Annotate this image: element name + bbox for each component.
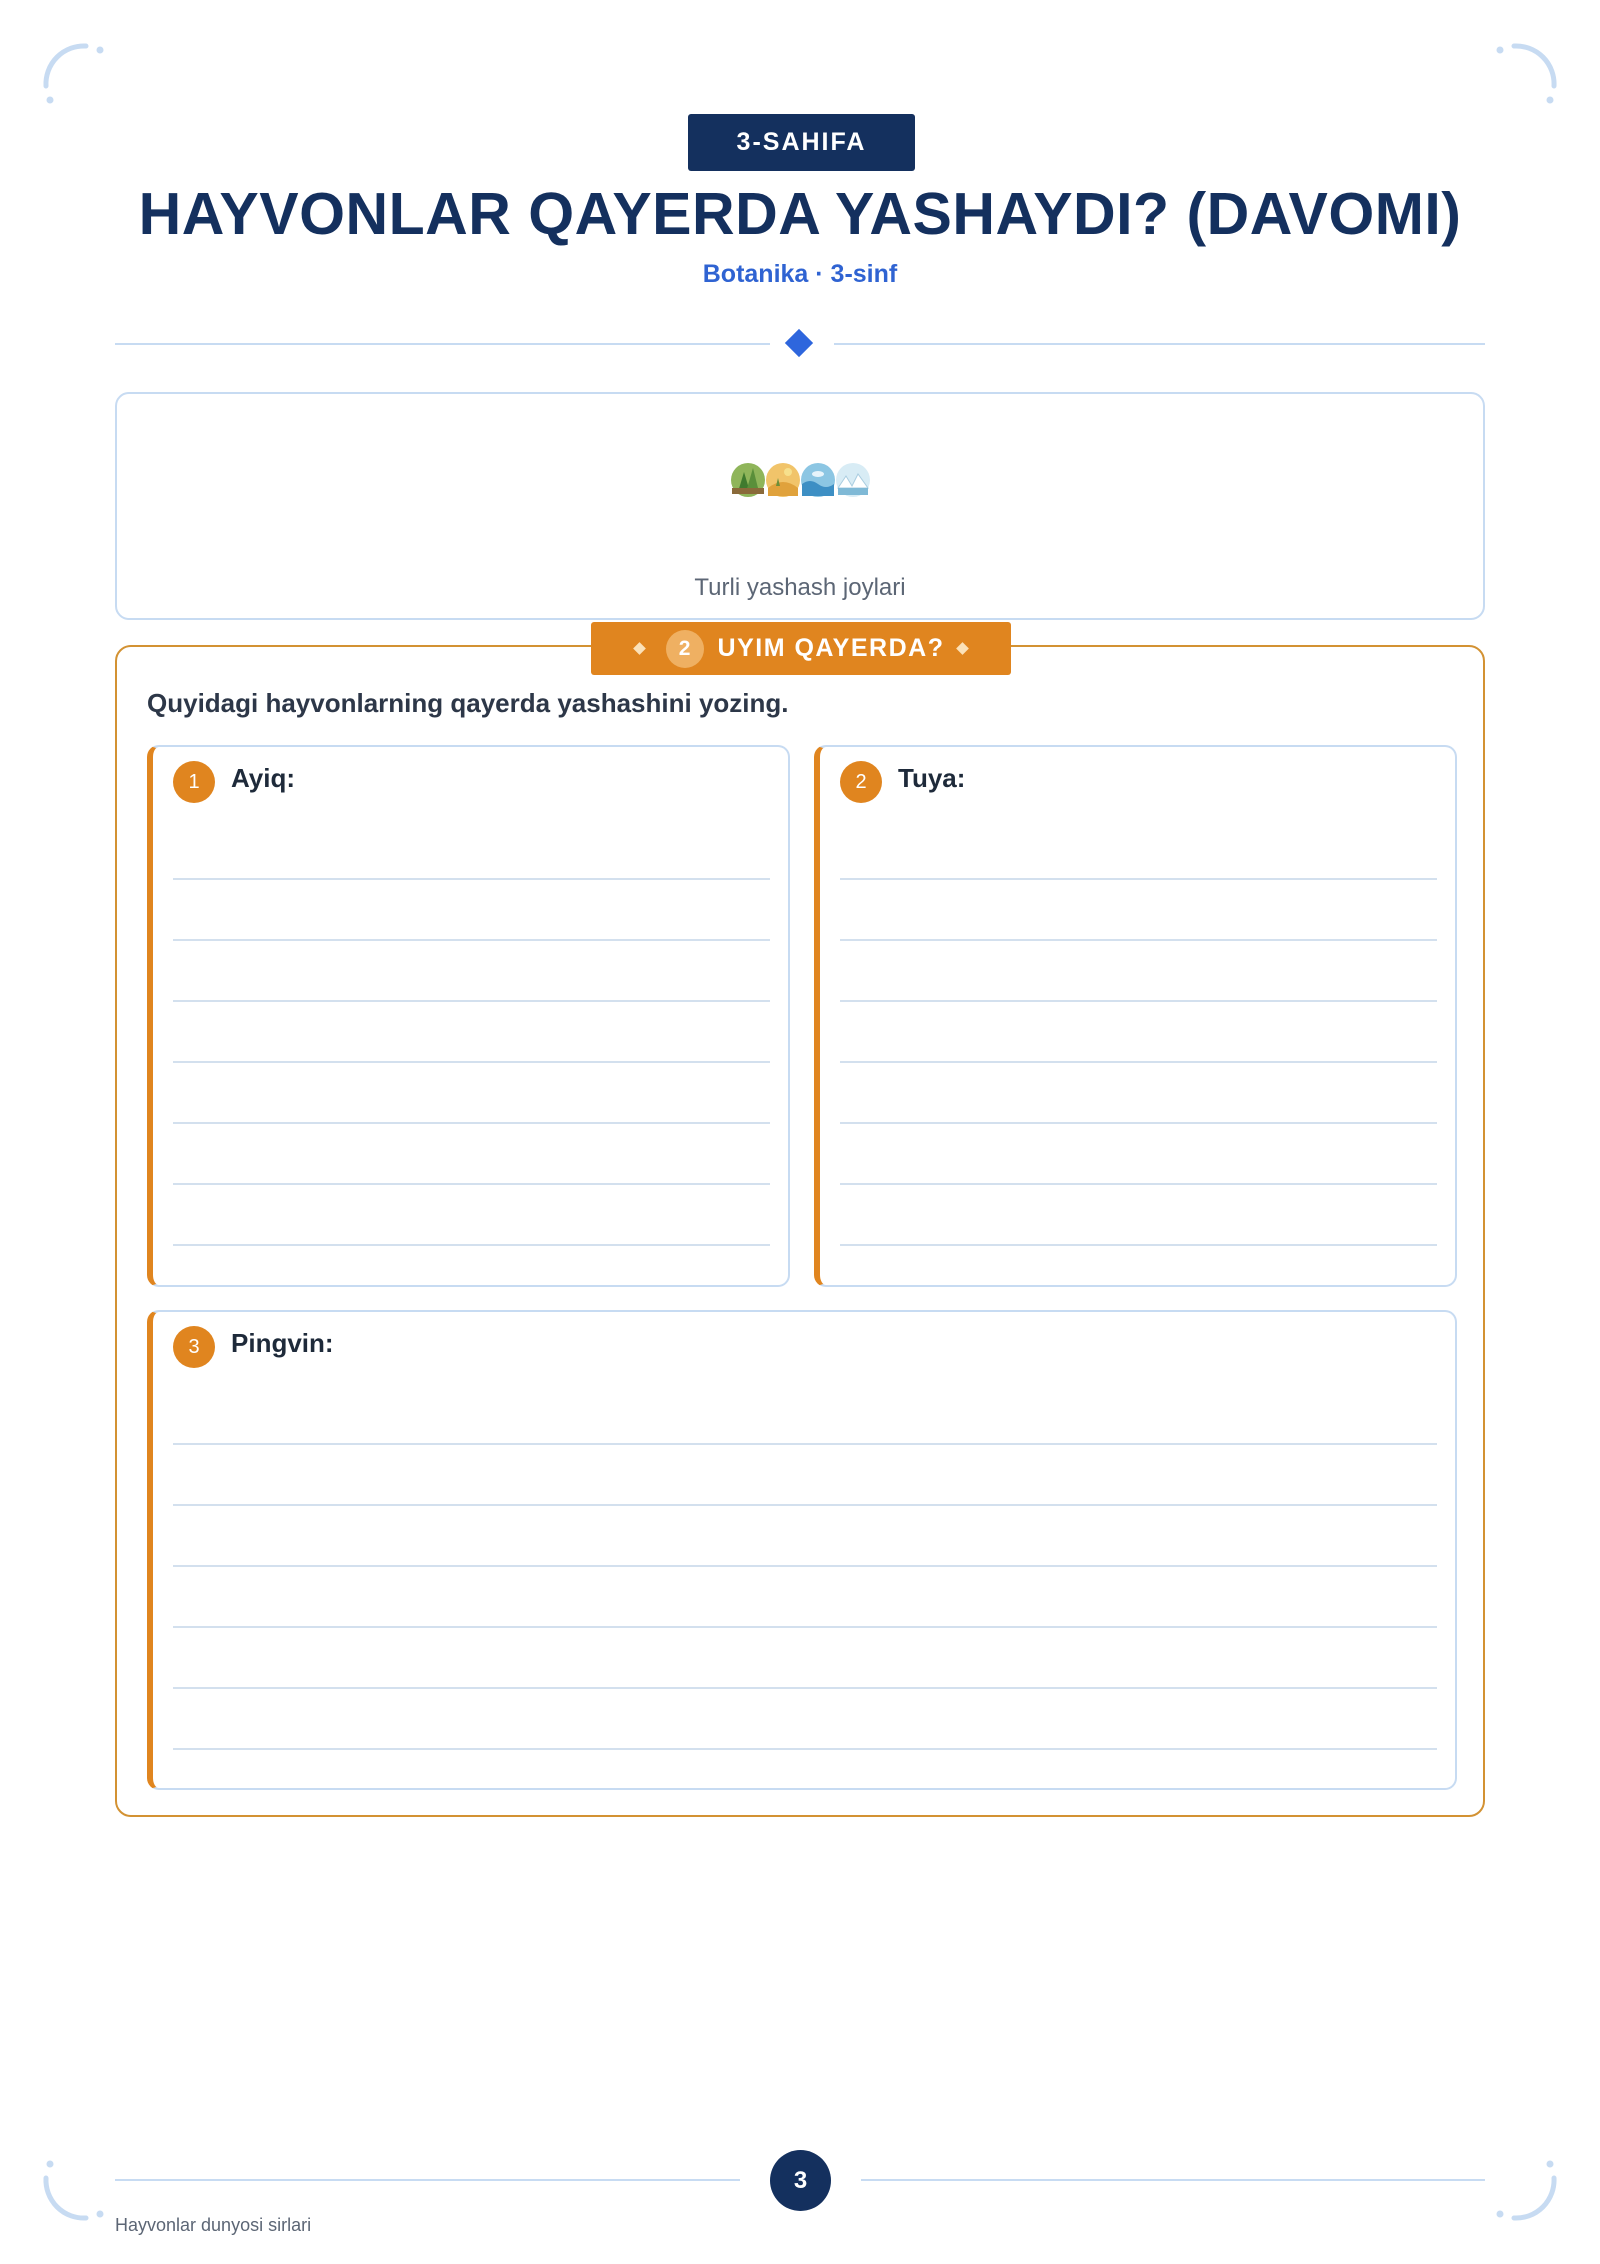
task-title: UYIM QAYERDA? <box>717 634 945 662</box>
page-badge: 3-SAHIFA <box>688 114 915 171</box>
question-label: Ayiq: <box>231 762 296 793</box>
corner-ornament-top-right <box>1484 36 1564 116</box>
answer-line[interactable] <box>173 1443 1437 1445</box>
question-card-pingvin <box>147 1310 1457 1790</box>
task-header-tab <box>591 622 1011 675</box>
illustration-caption: Turli yashash joylari <box>694 574 906 601</box>
answer-line[interactable] <box>840 878 1437 880</box>
footer-book-title: Hayvonlar dunyosi sirlari <box>115 2215 312 2235</box>
diamond-icon <box>633 642 646 655</box>
answer-line[interactable] <box>173 1244 770 1246</box>
task-instruction: Quyidagi hayvonlarning qayerda yashashini yozing. <box>147 688 789 718</box>
answer-line[interactable] <box>173 1748 1437 1750</box>
divider-diamond-icon <box>785 329 813 357</box>
header-divider-right <box>834 343 1485 345</box>
question-card-ayiq <box>147 745 790 1287</box>
habitats-illustration <box>728 458 876 502</box>
question-number-badge: 3 <box>173 1326 215 1368</box>
task-number: 2 <box>666 630 704 668</box>
corner-ornament-bottom-right <box>1484 2148 1564 2228</box>
question-card-tuya <box>814 745 1457 1287</box>
question-label: Tuya: <box>898 762 966 793</box>
answer-line[interactable] <box>173 1504 1437 1506</box>
answer-line[interactable] <box>840 1183 1437 1185</box>
question-header <box>173 1326 334 1368</box>
answer-line[interactable] <box>173 939 770 941</box>
footer-divider-left <box>115 2179 740 2181</box>
answer-line[interactable] <box>840 939 1437 941</box>
question-header <box>840 761 965 803</box>
answer-line[interactable] <box>173 1626 1437 1628</box>
page-number: 3 <box>770 2150 831 2211</box>
header-divider-left <box>115 343 770 345</box>
answer-line[interactable] <box>173 1122 770 1124</box>
answer-line[interactable] <box>173 1000 770 1002</box>
footer-divider-right <box>861 2179 1485 2181</box>
answer-line[interactable] <box>840 1000 1437 1002</box>
question-number-badge: 1 <box>173 761 215 803</box>
question-header <box>173 761 295 803</box>
page-subtitle: Botanika · 3-sinf <box>702 260 898 288</box>
answer-line[interactable] <box>173 1183 770 1185</box>
page-title: HAYVONLAR QAYERDA YASHAYDI? (DAVOMI) <box>138 181 1462 247</box>
answer-line[interactable] <box>173 1565 1437 1567</box>
answer-line[interactable] <box>173 1061 770 1063</box>
diamond-icon <box>957 642 970 655</box>
corner-ornament-top-left <box>36 36 116 116</box>
question-number-badge: 2 <box>840 761 882 803</box>
answer-line[interactable] <box>840 1244 1437 1246</box>
answer-line[interactable] <box>173 878 770 880</box>
question-label: Pingvin: <box>231 1327 334 1358</box>
answer-line[interactable] <box>840 1122 1437 1124</box>
answer-line[interactable] <box>173 1687 1437 1689</box>
corner-ornament-bottom-left <box>36 2148 116 2228</box>
answer-line[interactable] <box>840 1061 1437 1063</box>
